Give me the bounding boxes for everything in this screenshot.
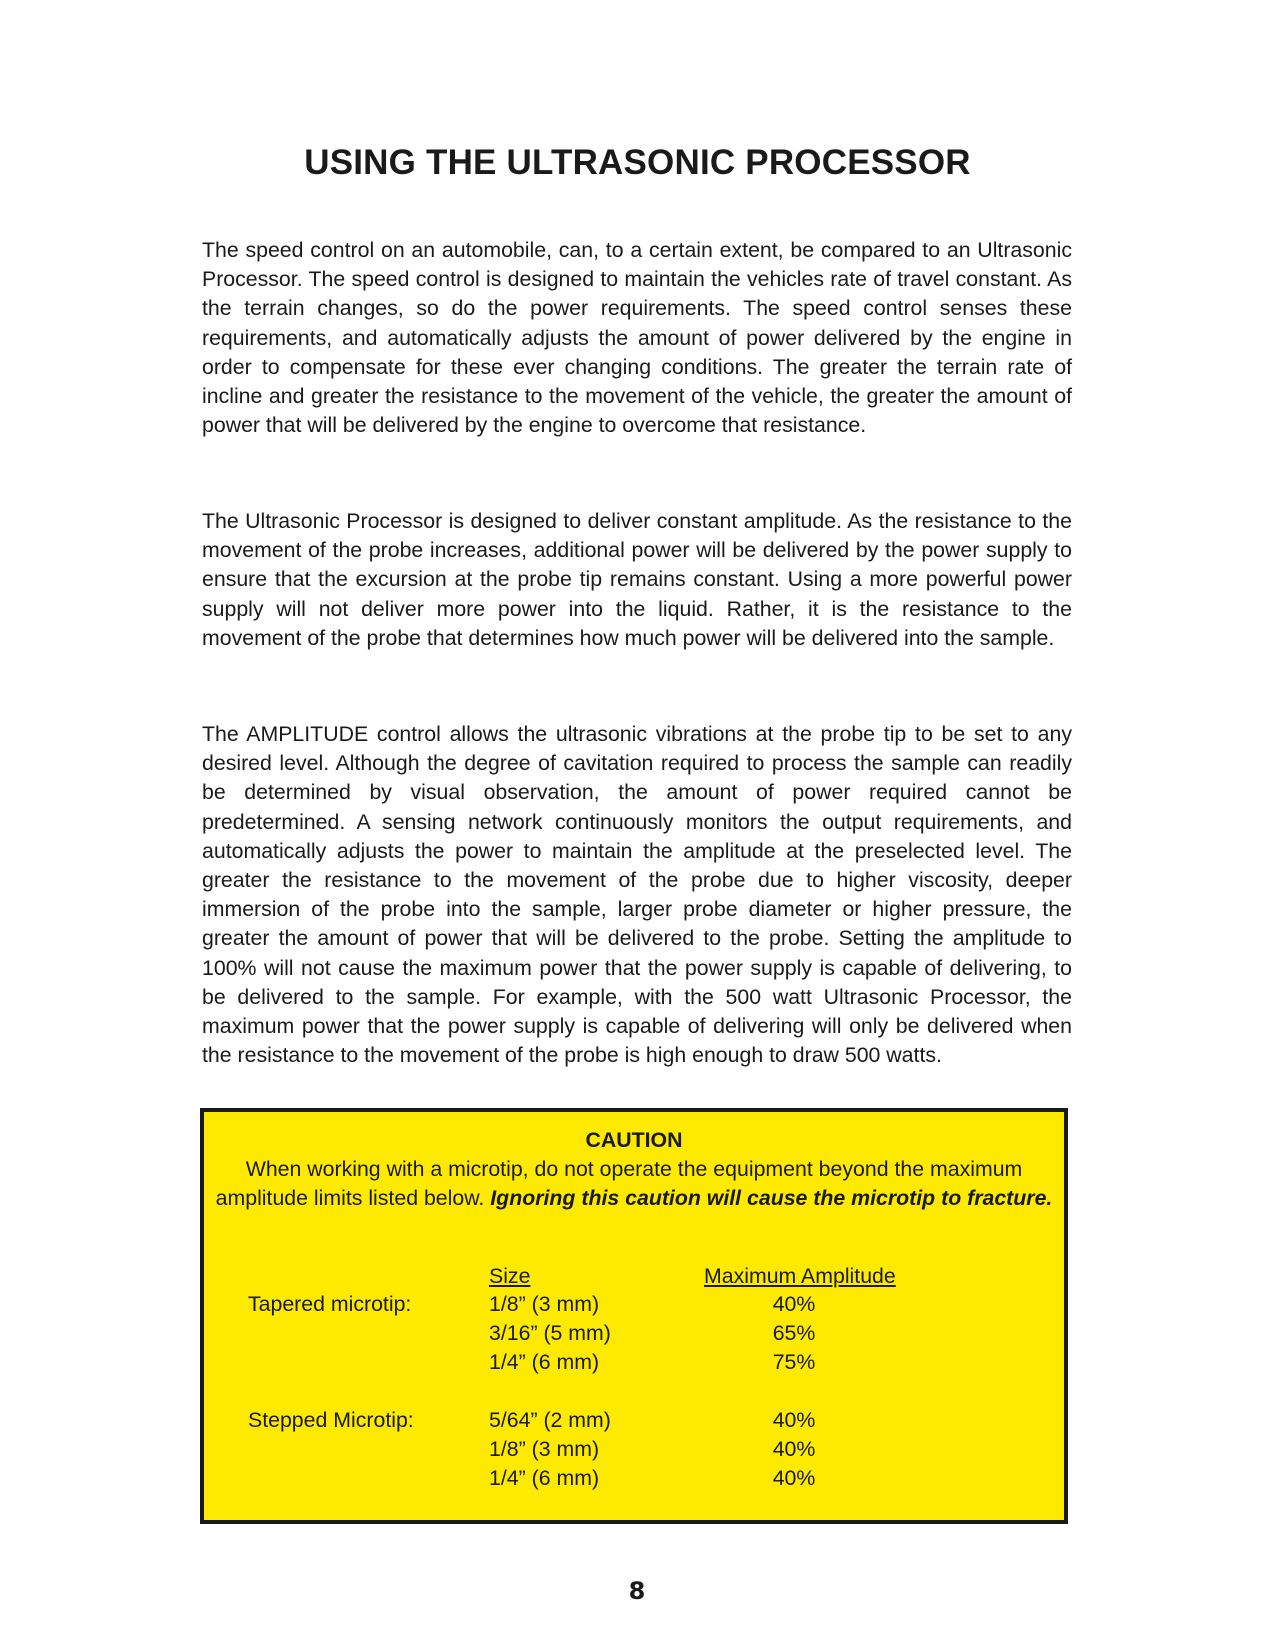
caution-message: When working with a microtip, do not operate the equipment beyond the maximum amplitude limits listed below.: [215, 1157, 1023, 1210]
page-number: 8: [628, 1577, 647, 1605]
table-cell-size: 1/4” (6 mm): [489, 1466, 600, 1490]
table-cell-size: 1/8” (3 mm): [489, 1292, 600, 1316]
table-cell-size: 3/16” (5 mm): [489, 1321, 611, 1345]
caution-text: [210, 1155, 1058, 1213]
table-cell-size: 1/8” (3 mm): [489, 1437, 600, 1461]
caution-box: [200, 1108, 1068, 1524]
table-cell-amplitude: 40%: [772, 1466, 816, 1490]
group-label-tapered: Tapered microtip:: [248, 1292, 412, 1316]
table-cell-amplitude: 40%: [772, 1292, 816, 1316]
caution-title: CAUTION: [585, 1128, 683, 1152]
amplitude-column-header: Maximum Amplitude: [704, 1264, 896, 1288]
table-cell-amplitude: 40%: [772, 1437, 816, 1461]
paragraph-constant-amplitude: The Ultrasonic Processor is designed to deliver constant amplitude. As the resistance to the movement of the probe increases, additional power will be delivered by the power supply to ensure that the excursion at the probe tip remains constant. Using a more powerful power supply will not deliver more power into the liquid. Rather, it is the resistance to the movement of the probe that determines how much power will be delivered into the sample.: [202, 509, 1072, 650]
paragraph-amplitude-control: The AMPLITUDE control allows the ultrasonic vibrations at the probe tip to be set to any desired level. Although the degree of cavitation required to process the sample can readily be determined by visual observation, the amount of power required cannot be predetermined. A sensing network continuously monitors the output requirements, and automatically adjusts the power to maintain the amplitude at the preselected level. The greater the resistance to the movement of the probe due to higher viscosity, deeper immersion of the probe into the sample, larger probe diameter or higher pressure, the greater the amount of power that will be delivered to the probe. Setting the amplitude to 100% will not cause the maximum power that the power supply is capable of delivering, to be delivered to the sample. For example, with the 500 watt Ultrasonic Processor, the maximum power that the power supply is capable of delivering will only be delivered when the resistance to the movement of the probe is high enough to draw 500 watts.: [202, 722, 1072, 1068]
paragraph-speed-control: The speed control on an automobile, can, to a certain extent, be compared to an Ultrasonic Processor. The speed control is designed to maintain the vehicles rate of travel constant. As the terrain changes, so do the power requirements. The speed control senses these requirements, and automatically adjusts the amount of power delivered by the engine in order to compensate for these ever changing conditions. The greater the terrain rate of incline and greater the resistance to the movement of the vehicle, the greater the amount of power that will be delivered by the engine to overcome that resistance.: [202, 238, 1072, 438]
page-title: USING THE ULTRASONIC PROCESSOR: [304, 143, 971, 182]
table-cell-size: 1/4” (6 mm): [489, 1350, 600, 1374]
table-cell-amplitude: 40%: [772, 1408, 816, 1432]
caution-emphasis: Ignoring this caution will cause the microtip to fracture.: [490, 1186, 1053, 1210]
group-label-stepped: Stepped Microtip:: [248, 1408, 414, 1432]
table-cell-size: 5/64” (2 mm): [489, 1408, 611, 1432]
size-column-header: Size: [489, 1264, 531, 1288]
table-cell-amplitude: 75%: [772, 1350, 816, 1374]
table-cell-amplitude: 65%: [772, 1321, 816, 1345]
